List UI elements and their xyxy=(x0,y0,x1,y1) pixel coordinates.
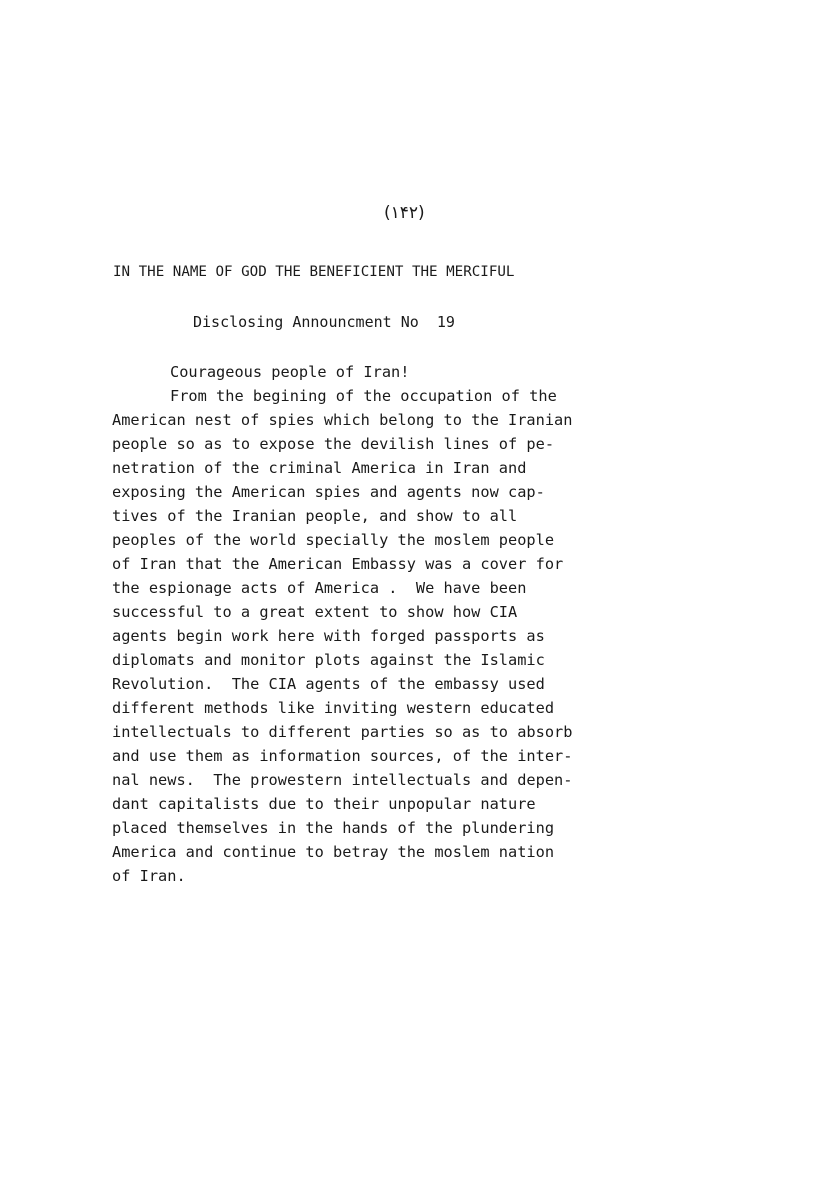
body-line: of Iran. xyxy=(112,867,186,885)
body-line: netration of the criminal America in Iran and xyxy=(112,459,527,477)
body-line: and use them as information sources, of the inter- xyxy=(112,747,573,765)
body-line: intellectuals to different parties so as to absorb xyxy=(112,723,573,741)
body-line: agents begin work here with forged passports as xyxy=(112,627,545,645)
body-line: American nest of spies which belong to the Iranian xyxy=(112,411,573,429)
body-line: successful to a great extent to show how CIA xyxy=(112,603,518,621)
body-line: tives of the Iranian people, and show to all xyxy=(112,507,518,525)
body-line: placed themselves in the hands of the plundering xyxy=(112,819,555,837)
salutation: Courageous people of Iran! xyxy=(170,363,410,381)
body-line: Revolution. The CIA agents of the embassy used xyxy=(112,675,545,693)
announcement-title: Disclosing Announcment No 19 xyxy=(193,313,455,331)
document-heading: IN THE NAME OF GOD THE BENEFICIENT THE MERCIFUL xyxy=(113,264,515,280)
body-line: nal news. The prowestern intellectuals and depen- xyxy=(112,771,573,789)
body-line: people so as to expose the devilish lines of pe- xyxy=(112,435,555,453)
body-line: the espionage acts of America . We have been xyxy=(112,579,527,597)
body-line: From the begining of the occupation of the xyxy=(170,387,557,405)
body-line: dant capitalists due to their unpopular nature xyxy=(112,795,536,813)
page-number: (۱۴۲) xyxy=(384,203,425,223)
body-line: America and continue to betray the moslem nation xyxy=(112,843,555,861)
body-line: diplomats and monitor plots against the Islamic xyxy=(112,651,545,669)
announcement-body xyxy=(112,360,752,888)
body-line: peoples of the world specially the moslem people xyxy=(112,531,555,549)
body-line: exposing the American spies and agents now cap- xyxy=(112,483,545,501)
body-line: different methods like inviting western educated xyxy=(112,699,555,717)
body-line: of Iran that the American Embassy was a cover for xyxy=(112,555,564,573)
